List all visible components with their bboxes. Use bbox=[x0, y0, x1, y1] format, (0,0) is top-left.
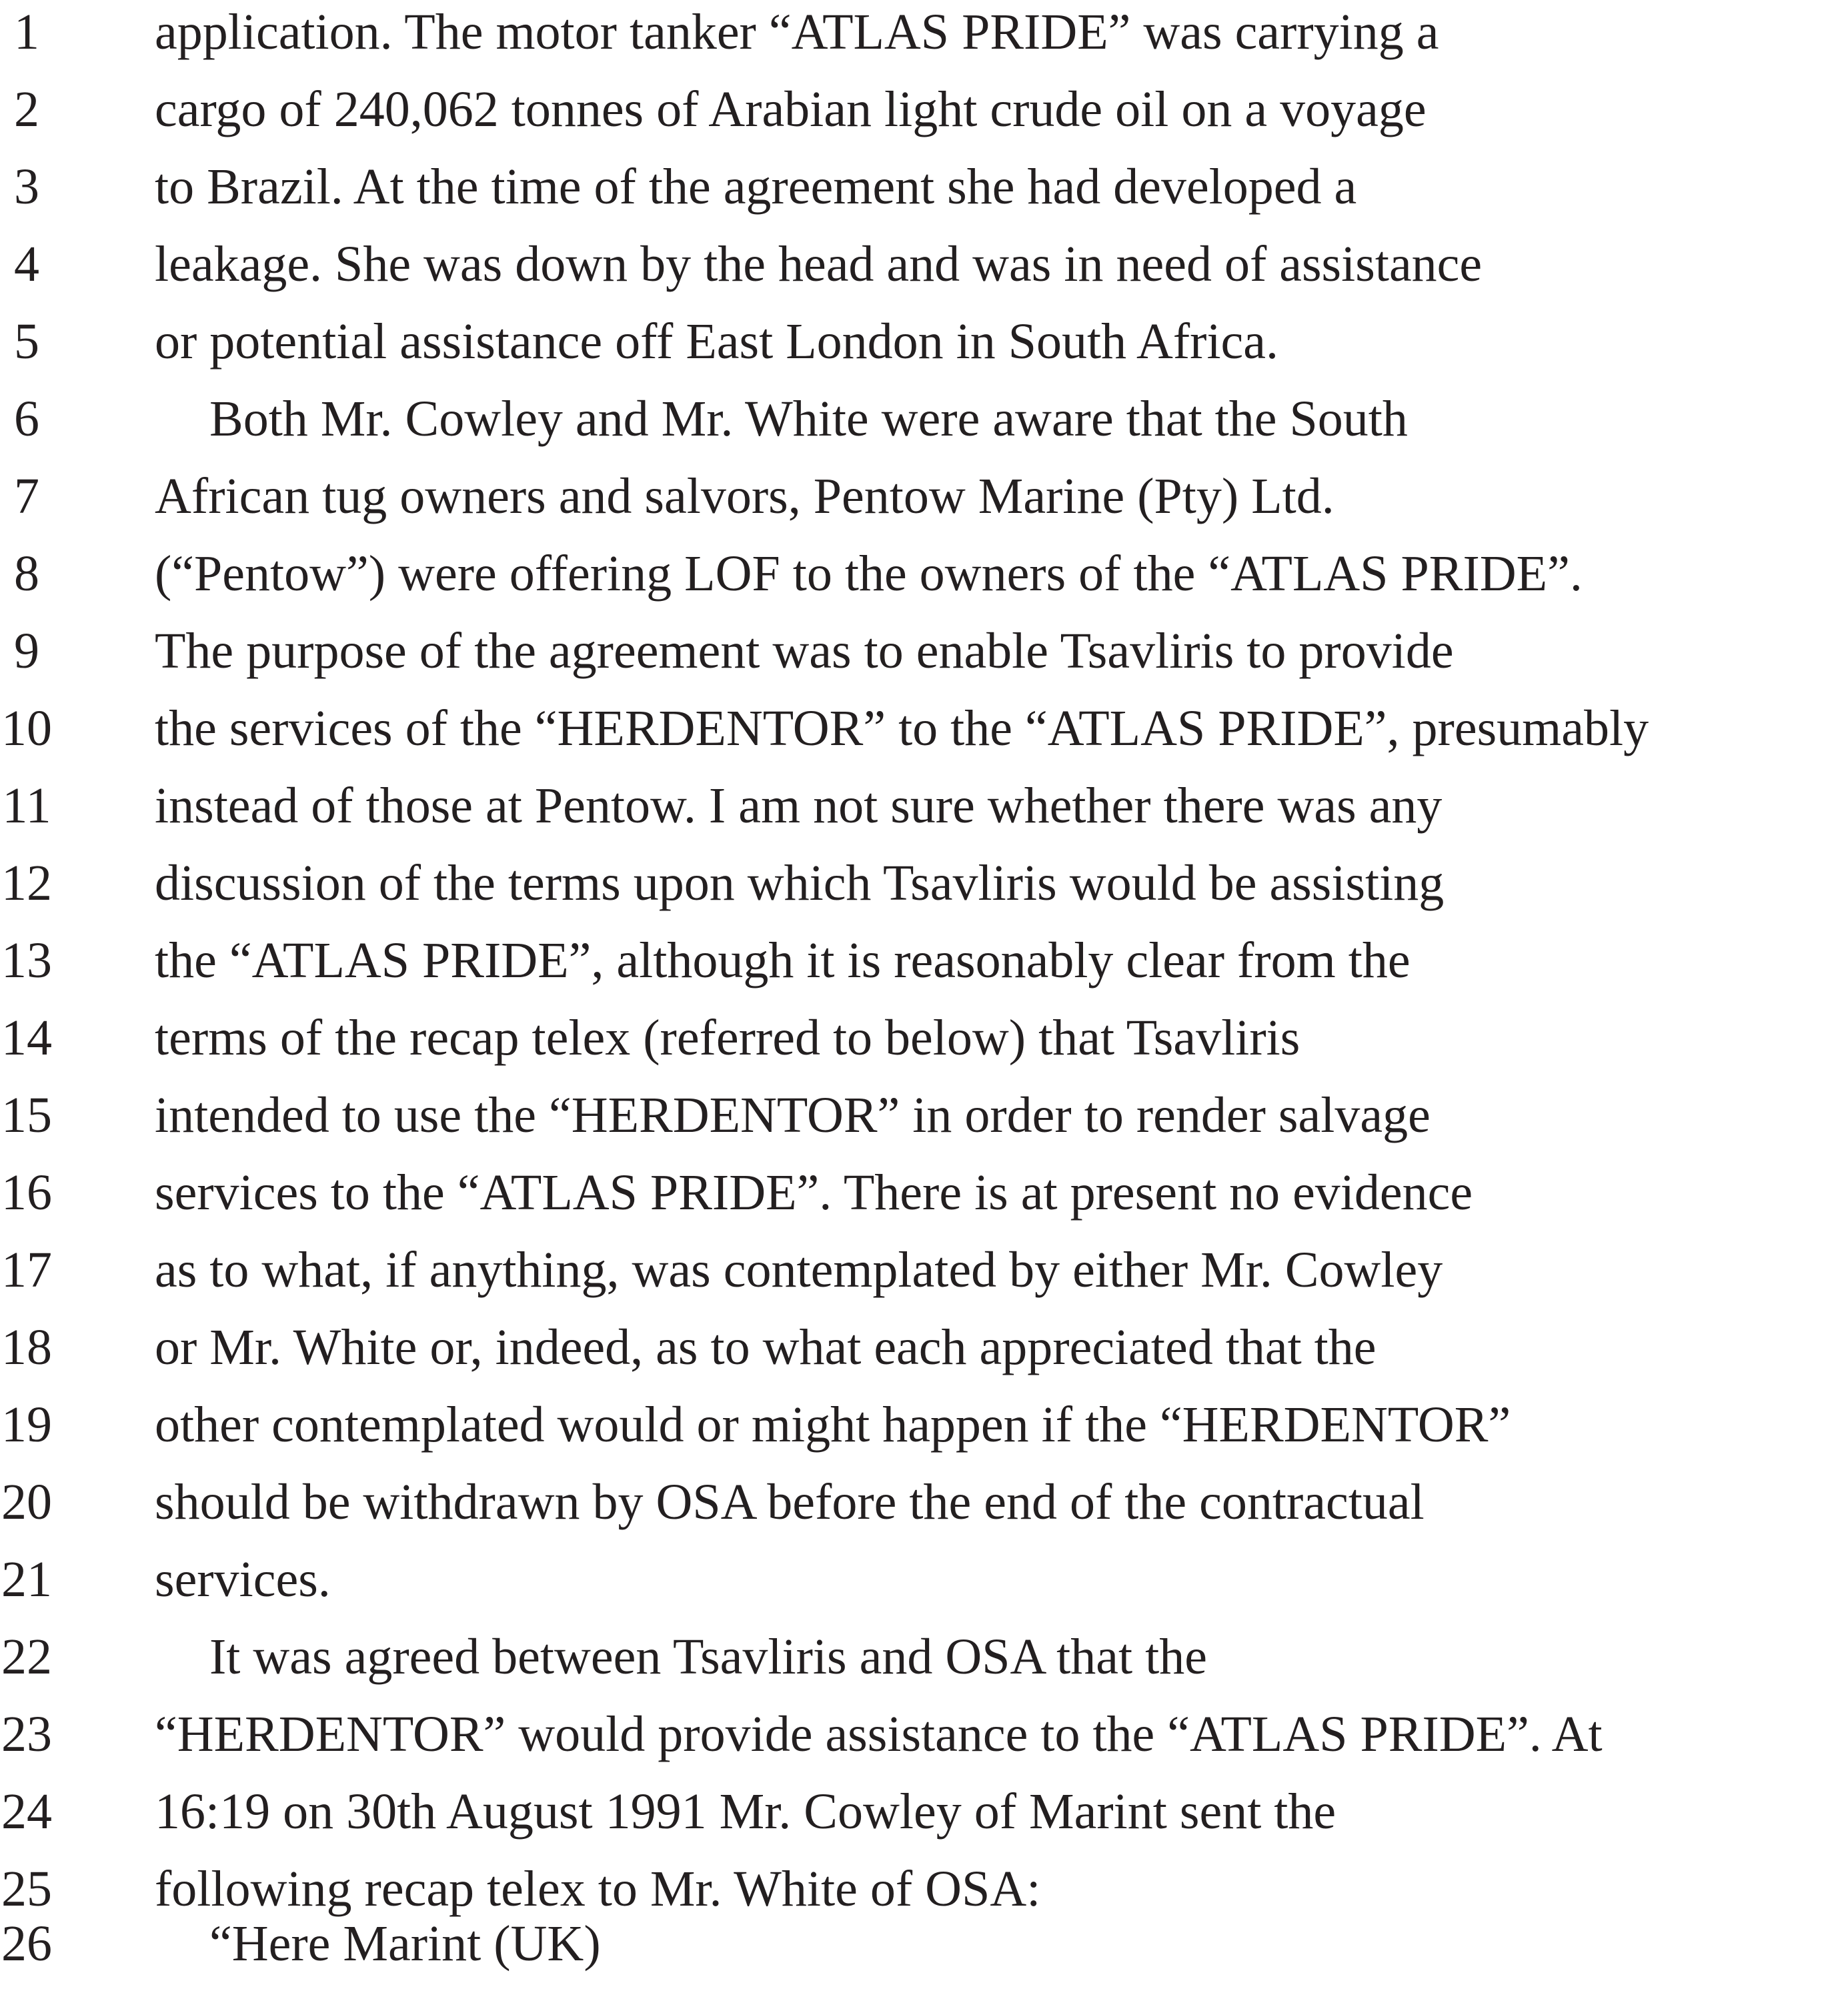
line-text: 16:19 on 30th August 1991 Mr. Cowley of Marint sent the bbox=[155, 1784, 1336, 1840]
line-text: discussion of the terms upon which Tsavliris would be assisting bbox=[155, 855, 1445, 911]
line-number: 9 bbox=[14, 623, 39, 679]
line-text: It was agreed between Tsavliris and OSA that the bbox=[209, 1629, 1207, 1685]
line-14 bbox=[0, 1006, 1848, 1083]
line-text: the services of the “HERDENTOR” to the “ATLAS PRIDE”, presumably bbox=[155, 700, 1649, 756]
line-6 bbox=[0, 387, 1848, 464]
line-number: 8 bbox=[14, 546, 39, 602]
line-7 bbox=[0, 464, 1848, 542]
line-4 bbox=[0, 232, 1848, 309]
line-text: or potential assistance off East London in South Africa. bbox=[155, 313, 1279, 370]
line-13 bbox=[0, 928, 1848, 1006]
line-19 bbox=[0, 1393, 1848, 1470]
line-23 bbox=[0, 1702, 1848, 1780]
line-text: intended to use the “HERDENTOR” in order to render salvage bbox=[155, 1087, 1431, 1143]
line-number: 10 bbox=[1, 700, 52, 756]
line-text: instead of those at Pentow. I am not sure whether there was any bbox=[155, 778, 1443, 834]
line-text: application. The motor tanker “ATLAS PRIDE” was carrying a bbox=[155, 4, 1439, 60]
line-number: 16 bbox=[1, 1165, 52, 1221]
line-26 bbox=[0, 1912, 1848, 1989]
line-text: other contemplated would or might happen if the “HERDENTOR” bbox=[155, 1397, 1511, 1453]
line-11 bbox=[0, 774, 1848, 851]
line-9 bbox=[0, 619, 1848, 696]
line-number: 24 bbox=[1, 1784, 52, 1840]
line-15 bbox=[0, 1083, 1848, 1161]
line-text: the “ATLAS PRIDE”, although it is reasonably clear from the bbox=[155, 932, 1411, 988]
line-number: 20 bbox=[1, 1474, 52, 1530]
line-16 bbox=[0, 1161, 1848, 1238]
line-number: 1 bbox=[14, 4, 39, 60]
line-number: 18 bbox=[1, 1319, 52, 1375]
line-text: following recap telex to Mr. White of OSA: bbox=[155, 1861, 1041, 1917]
line-number: 22 bbox=[1, 1629, 52, 1685]
line-number: 3 bbox=[14, 159, 39, 215]
line-number: 5 bbox=[14, 313, 39, 370]
line-20 bbox=[0, 1470, 1848, 1547]
line-text: terms of the recap telex (referred to below) that Tsavliris bbox=[155, 1010, 1300, 1066]
line-text: services to the “ATLAS PRIDE”. There is at present no evidence bbox=[155, 1165, 1473, 1221]
line-18 bbox=[0, 1315, 1848, 1393]
line-number: 21 bbox=[1, 1551, 52, 1607]
line-1 bbox=[0, 0, 1848, 77]
line-text: should be withdrawn by OSA before the end of the contractual bbox=[155, 1474, 1425, 1530]
line-number: 26 bbox=[1, 1916, 52, 1972]
line-text: leakage. She was down by the head and was in need of assistance bbox=[155, 236, 1483, 292]
line-17 bbox=[0, 1238, 1848, 1315]
line-text: African tug owners and salvors, Pentow Marine (Pty) Ltd. bbox=[155, 468, 1334, 524]
line-text: cargo of 240,062 tonnes of Arabian light crude oil on a voyage bbox=[155, 81, 1427, 137]
line-text: or Mr. White or, indeed, as to what each appreciated that the bbox=[155, 1319, 1376, 1375]
line-text: Both Mr. Cowley and Mr. White were aware that the South bbox=[209, 391, 1408, 447]
line-5 bbox=[0, 309, 1848, 387]
line-number: 23 bbox=[1, 1706, 52, 1762]
line-number: 17 bbox=[1, 1242, 52, 1298]
line-number: 25 bbox=[1, 1861, 52, 1917]
line-number: 14 bbox=[1, 1010, 52, 1066]
line-21 bbox=[0, 1547, 1848, 1625]
line-text: The purpose of the agreement was to enable Tsavliris to provide bbox=[155, 623, 1454, 679]
line-8 bbox=[0, 542, 1848, 619]
line-text: (“Pentow”) were offering LOF to the owners of the “ATLAS PRIDE”. bbox=[155, 546, 1583, 602]
line-number: 2 bbox=[14, 81, 39, 137]
line-text: “HERDENTOR” would provide assistance to the “ATLAS PRIDE”. At bbox=[155, 1706, 1603, 1762]
line-number: 6 bbox=[14, 391, 39, 447]
line-number: 13 bbox=[1, 932, 52, 988]
line-number: 12 bbox=[1, 855, 52, 911]
line-12 bbox=[0, 851, 1848, 928]
line-text: “Here Marint (UK) bbox=[209, 1916, 601, 1972]
line-number: 19 bbox=[1, 1397, 52, 1453]
line-number: 15 bbox=[1, 1087, 52, 1143]
line-22 bbox=[0, 1625, 1848, 1702]
line-text: to Brazil. At the time of the agreement she had developed a bbox=[155, 159, 1357, 215]
line-text: as to what, if anything, was contemplated by either Mr. Cowley bbox=[155, 1242, 1443, 1298]
line-3 bbox=[0, 155, 1848, 232]
line-10 bbox=[0, 696, 1848, 774]
line-number: 7 bbox=[14, 468, 39, 524]
line-number: 11 bbox=[2, 778, 51, 834]
line-2 bbox=[0, 77, 1848, 155]
line-text: services. bbox=[155, 1551, 331, 1607]
line-number: 4 bbox=[14, 236, 39, 292]
line-24 bbox=[0, 1780, 1848, 1857]
